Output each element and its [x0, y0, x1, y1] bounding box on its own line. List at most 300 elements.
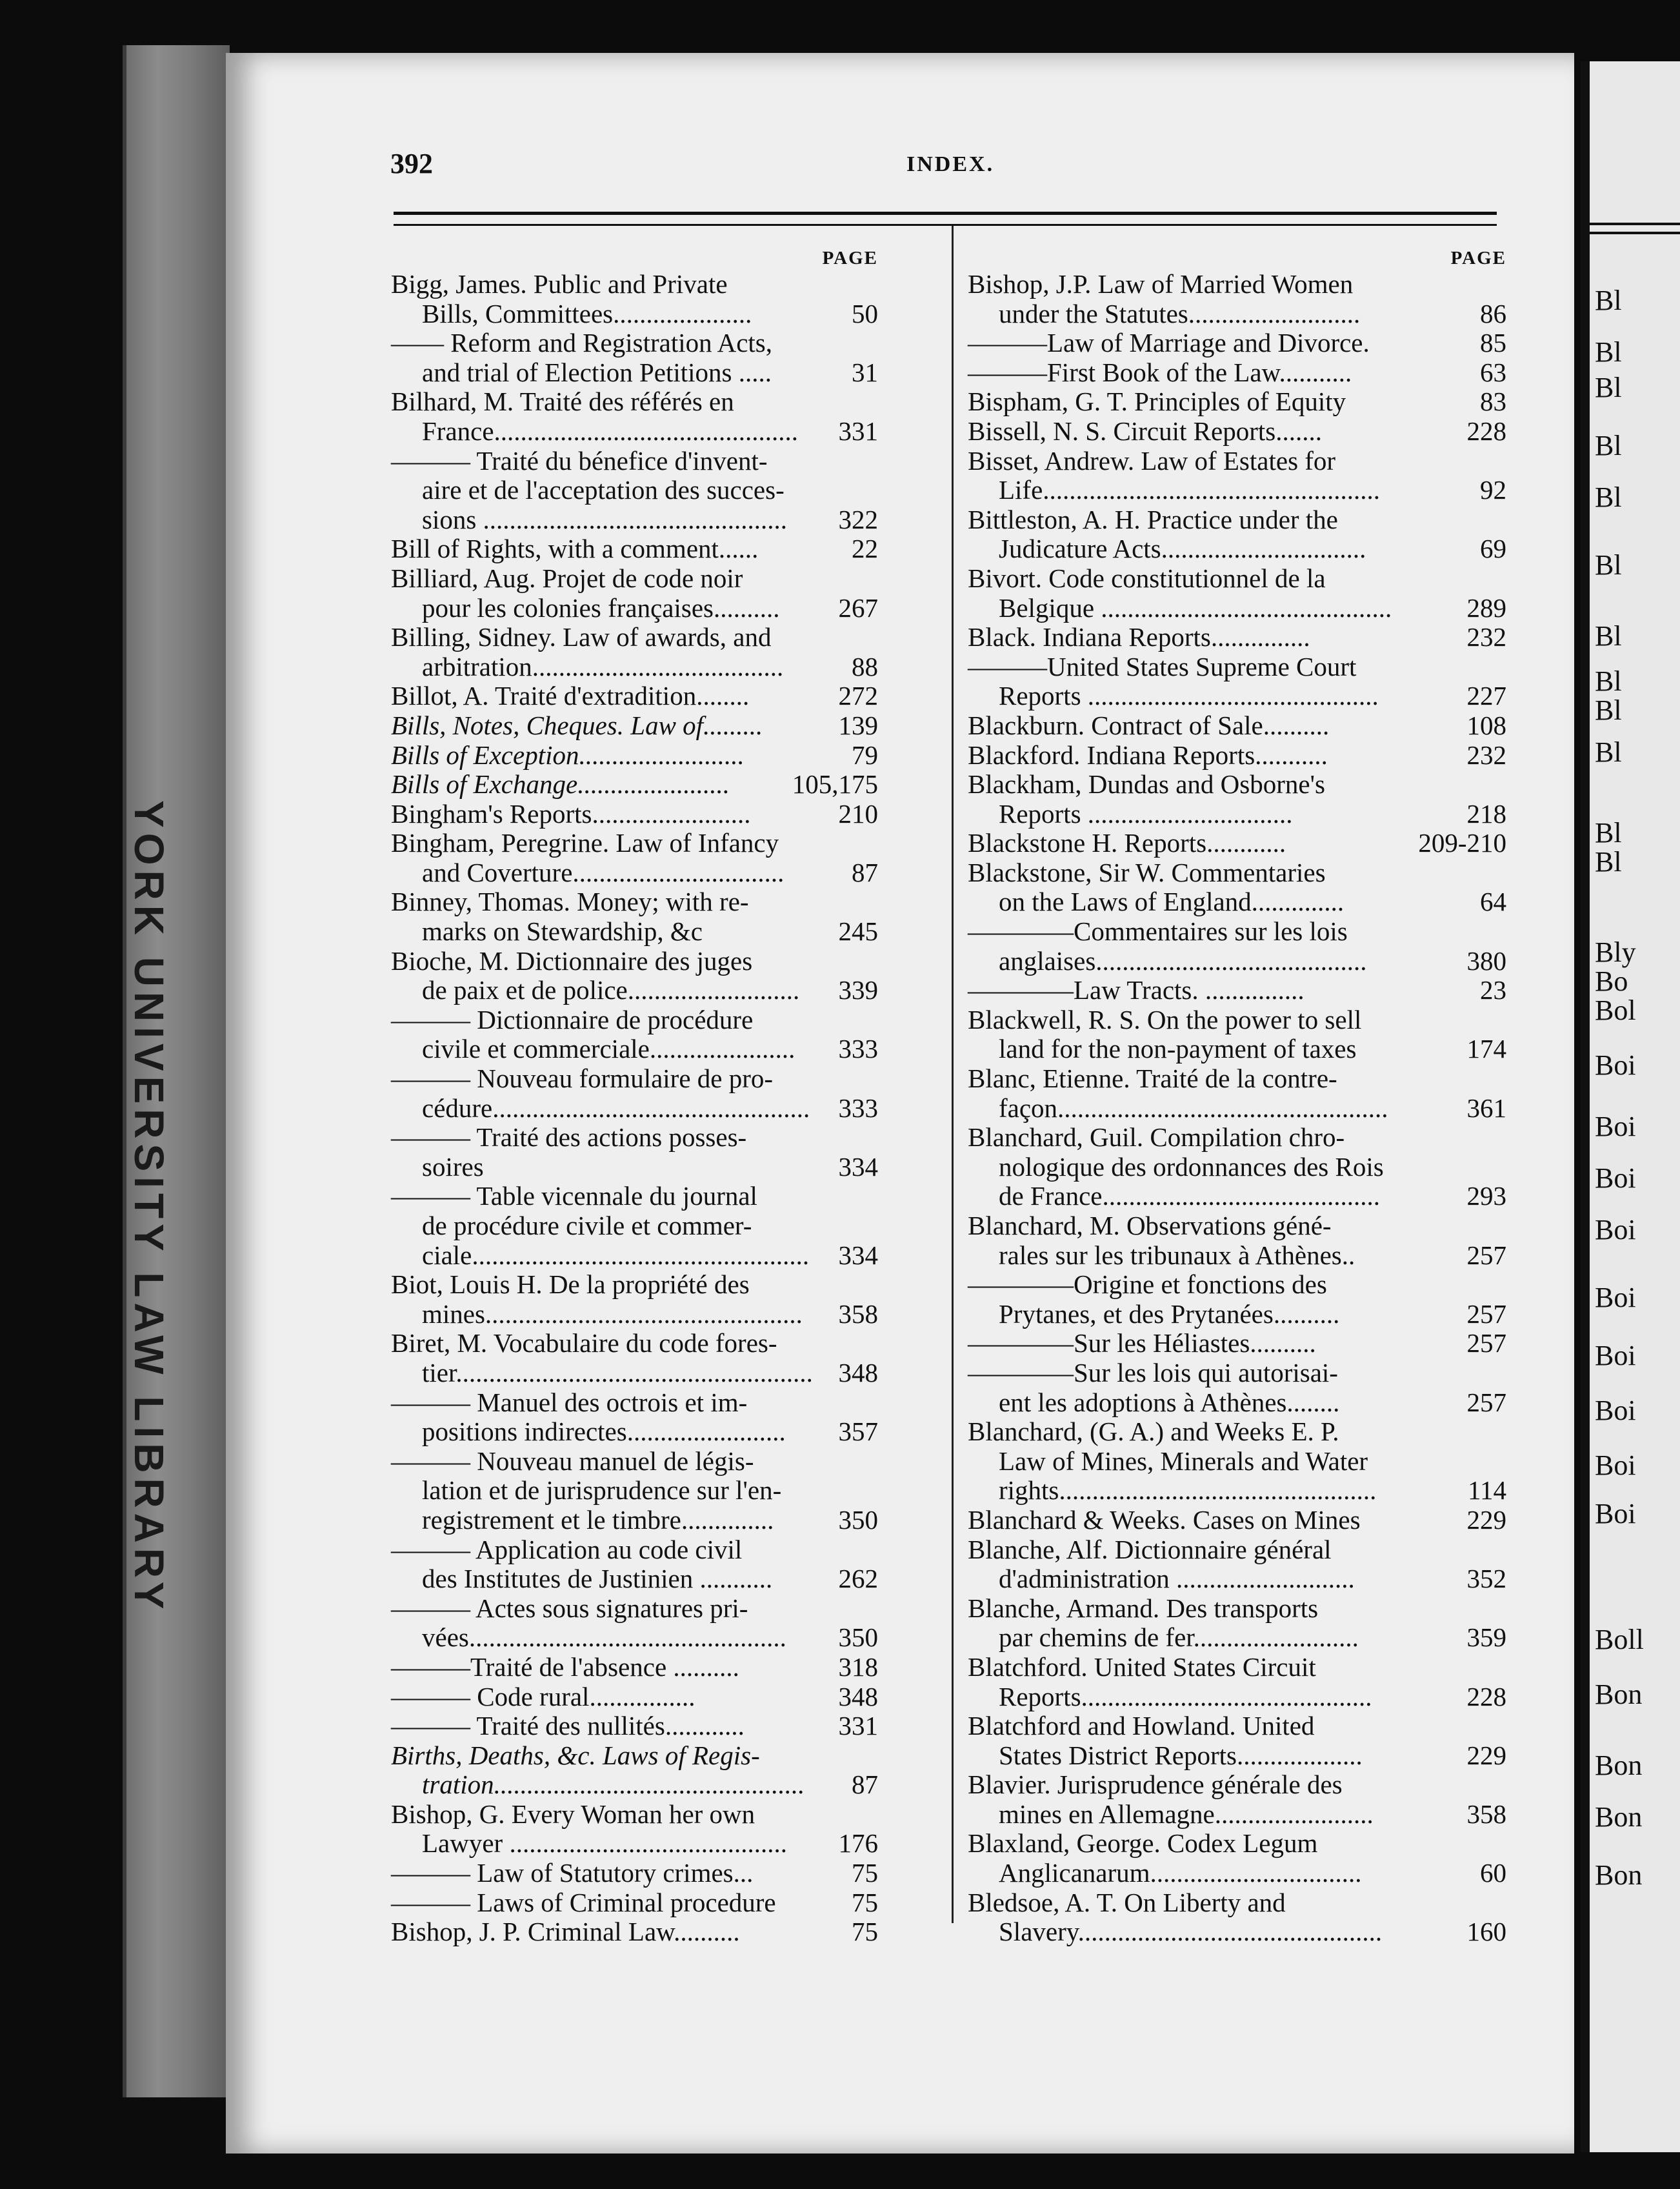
- index-entry: [968, 387, 1506, 417]
- entry-line: [968, 417, 1506, 447]
- entry-text: tration...............................................: [422, 1770, 805, 1800]
- entry-text: ——— Laws of Criminal procedure: [391, 1887, 776, 1917]
- entry-text: ——— Actes sous signatures pri-: [391, 1593, 748, 1623]
- entry-text: under the Statutes..........................: [999, 298, 1361, 328]
- entry-page-number: 361: [1466, 1093, 1506, 1123]
- index-entry: [391, 1917, 878, 1947]
- entry-line: [968, 800, 1506, 829]
- entry-line: [391, 1270, 878, 1300]
- entry-page-number: 92: [1480, 475, 1506, 505]
- adjacent-page-text: Boll: [1595, 1624, 1644, 1655]
- entry-text: ———Law of Marriage and Divorce.: [968, 328, 1370, 358]
- entry-line: [391, 1770, 878, 1800]
- index-entry: [391, 800, 878, 829]
- entry-line: [968, 1270, 1506, 1300]
- entry-text: Law of Mines, Minerals and Water: [999, 1446, 1368, 1476]
- adjacent-page-text: Boi: [1595, 1340, 1636, 1371]
- entry-text: ————Commentaires sur les lois: [968, 916, 1348, 947]
- entry-line: [391, 358, 878, 388]
- entry-text: sions ..............................................: [422, 504, 788, 534]
- index-entry: [391, 1741, 878, 1800]
- entry-text: Reports ...............................: [999, 798, 1293, 829]
- index-entry: [968, 270, 1506, 328]
- entry-text: ———First Book of the Law...........: [968, 357, 1352, 387]
- index-entry: [391, 1388, 878, 1447]
- index-entry: [391, 1682, 878, 1712]
- index-entry: [391, 1270, 878, 1329]
- index-entry: [391, 1064, 878, 1123]
- entry-line: [968, 741, 1506, 771]
- entry-line: [391, 1800, 878, 1830]
- entry-text: Blavier. Jurisprudence générale des: [968, 1770, 1343, 1800]
- entry-text: ——— Law of Statutory crimes...: [391, 1858, 754, 1888]
- entry-text: rales sur les tribunaux à Athènes..: [999, 1240, 1355, 1270]
- entry-line: [391, 800, 878, 829]
- adjacent-page-text: Bl: [1595, 549, 1622, 581]
- entry-line: [968, 947, 1506, 976]
- index-entry: [391, 887, 878, 946]
- entry-line: [391, 1241, 878, 1271]
- column-divider: [952, 226, 954, 1923]
- adjacent-page-text: Bon: [1595, 1859, 1643, 1891]
- adjacent-page-text: Bl: [1595, 694, 1622, 726]
- adjacent-page-text: Bl: [1595, 665, 1622, 697]
- entry-line: [391, 1829, 878, 1859]
- index-entry: [391, 447, 878, 535]
- entry-line: [968, 447, 1506, 476]
- index-entry: [968, 328, 1506, 358]
- entry-page-number: 64: [1480, 887, 1506, 917]
- entry-page-number: 334: [838, 1240, 878, 1270]
- entry-text: de France..........................................: [999, 1181, 1380, 1211]
- entry-page-number: 160: [1466, 1917, 1506, 1947]
- entry-line: [391, 299, 878, 329]
- entry-line: [968, 299, 1506, 329]
- adjacent-page-text: Boi: [1595, 1282, 1636, 1313]
- entry-page-number: 105,175: [792, 769, 878, 800]
- adjacent-page-text: Bl: [1595, 736, 1622, 768]
- entry-text: pour les colonies françaises..........: [422, 592, 780, 623]
- entry-page-number: 50: [852, 298, 878, 328]
- index-entry: [968, 1770, 1506, 1829]
- entry-text: nologique des ordonnances des Rois: [999, 1151, 1384, 1182]
- entry-line: [391, 1741, 878, 1771]
- entry-line: [391, 887, 878, 917]
- entry-line: [968, 476, 1506, 505]
- index-entry: [391, 1594, 878, 1653]
- adjacent-page-text: Boi: [1595, 1214, 1636, 1246]
- entry-line: [391, 947, 878, 976]
- index-entry: [391, 1653, 878, 1682]
- entry-text: Lawyer ..........................................: [422, 1828, 787, 1859]
- index-entry: [391, 947, 878, 1005]
- entry-line: [391, 1329, 878, 1358]
- entry-text: Bispham, G. T. Principles of Equity: [968, 387, 1346, 417]
- entry-line: [968, 858, 1506, 888]
- entry-text: mines en Allemagne........................: [999, 1799, 1374, 1829]
- entry-line: [391, 594, 878, 623]
- entry-text: Blanchard & Weeks. Cases on Mines: [968, 1504, 1361, 1535]
- entry-text: —— Reform and Registration Acts,: [391, 328, 772, 358]
- index-entry: [968, 505, 1506, 564]
- adjacent-page-text: Bl: [1595, 285, 1622, 316]
- entry-text: Prytanes, et des Prytanées..........: [999, 1298, 1340, 1329]
- entry-line: [391, 1358, 878, 1388]
- entry-text: lation et de jurisprudence sur l'en-: [422, 1475, 782, 1506]
- entry-text: Blackstone H. Reports............: [968, 828, 1286, 858]
- entry-text: Black. Indiana Reports...............: [968, 622, 1310, 652]
- entry-page-number: 245: [838, 916, 878, 947]
- entry-text: Judicature Acts...............................: [999, 534, 1366, 564]
- entry-line: [391, 1388, 878, 1418]
- entry-line: [391, 1653, 878, 1682]
- entry-text: Blanchard, M. Observations géné-: [968, 1211, 1332, 1240]
- entry-text: façon..................................................: [999, 1093, 1388, 1123]
- entry-page-number: 174: [1466, 1034, 1506, 1064]
- entry-line: [391, 1300, 878, 1329]
- index-entry: [968, 358, 1506, 388]
- entry-text: ——— Code rural................: [391, 1681, 695, 1711]
- entry-line: [391, 1094, 878, 1124]
- entry-line: [391, 1123, 878, 1153]
- entry-line: [391, 1917, 878, 1947]
- entry-page-number: 63: [1480, 357, 1506, 387]
- entry-line: [968, 1476, 1506, 1506]
- entry-page-number: 350: [838, 1504, 878, 1535]
- index-entry: [391, 1711, 878, 1741]
- entry-page-number: 348: [838, 1357, 878, 1387]
- entry-text: Blaxland, George. Codex Legum: [968, 1828, 1318, 1859]
- entry-page-number: 380: [1466, 945, 1506, 976]
- page-column-label: PAGE: [822, 248, 878, 268]
- entry-line: [968, 1211, 1506, 1241]
- index-entry: [968, 1123, 1506, 1211]
- entry-page-number: 31: [852, 357, 878, 387]
- entry-line: [391, 711, 878, 741]
- entry-text: Bivort. Code constitutionnel de la: [968, 563, 1326, 593]
- entry-page-number: 257: [1466, 1387, 1506, 1417]
- entry-text: Biret, M. Vocabulaire du code fores-: [391, 1328, 777, 1358]
- running-head: INDEX.: [906, 152, 995, 176]
- adjacent-page-text: Bon: [1595, 1801, 1643, 1833]
- entry-text: Blackstone, Sir W. Commentaries: [968, 857, 1326, 887]
- entry-line: [968, 1241, 1506, 1271]
- entry-line: [391, 976, 878, 1005]
- adjacent-page-text: Bol: [1595, 994, 1636, 1026]
- index-entry: [391, 711, 878, 741]
- entry-line: [968, 1888, 1506, 1918]
- index-entry: [391, 534, 878, 564]
- entry-text: registrement et le timbre..............: [422, 1504, 774, 1535]
- entry-page-number: 339: [838, 975, 878, 1005]
- entry-line: [968, 1623, 1506, 1653]
- entry-text: Blatchford and Howland. United: [968, 1711, 1315, 1741]
- entry-page-number: 87: [852, 1770, 878, 1800]
- adjacent-page-text: Bon: [1595, 1750, 1643, 1781]
- index-entry: [968, 1535, 1506, 1594]
- index-entry: [968, 1417, 1506, 1506]
- index-entry: [968, 741, 1506, 771]
- entry-line: [968, 623, 1506, 652]
- entry-line: [968, 1034, 1506, 1064]
- entry-line: [391, 1005, 878, 1035]
- entry-line: [391, 564, 878, 594]
- entry-text: Billot, A. Traité d'extradition........: [391, 681, 750, 711]
- entry-page-number: 232: [1466, 740, 1506, 770]
- entry-text: Belgique ............................................: [999, 592, 1392, 623]
- entry-page-number: 228: [1466, 1681, 1506, 1711]
- entry-text: Slavery..............................................: [999, 1917, 1383, 1947]
- adjacent-page-text: Bl: [1595, 620, 1622, 652]
- entry-line: [391, 1211, 878, 1241]
- entry-line: [391, 858, 878, 888]
- entry-line: [391, 417, 878, 447]
- entry-line: [968, 1123, 1506, 1153]
- index-entry: [968, 1064, 1506, 1123]
- entry-text: and Coverture................................: [422, 857, 785, 887]
- entry-line: [968, 1653, 1506, 1682]
- entry-line: [968, 1300, 1506, 1329]
- entry-line: [968, 1329, 1506, 1358]
- entry-text: Bishop, J.P. Law of Married Women: [968, 269, 1354, 299]
- index-entry: [968, 1653, 1506, 1711]
- entry-line: [391, 1888, 878, 1918]
- index-entry: [391, 1800, 878, 1859]
- entry-text: ciale...................................................: [422, 1240, 810, 1270]
- entry-line: [391, 652, 878, 682]
- adjacent-page-rule: [1590, 223, 1680, 234]
- index-entry: [391, 328, 878, 387]
- entry-line: [968, 1917, 1506, 1947]
- entry-text: Blanche, Alf. Dictionnaire général: [968, 1534, 1332, 1564]
- index-entry: [391, 270, 878, 328]
- entry-text: Blanche, Armand. Des transports: [968, 1593, 1319, 1623]
- entry-line: [968, 1005, 1506, 1035]
- entry-text: par chemins de fer.........................: [999, 1622, 1359, 1653]
- entry-text: ——— Traité des actions posses-: [391, 1122, 747, 1153]
- index-entry: [391, 770, 878, 800]
- entry-line: [391, 1064, 878, 1094]
- index-entry: [391, 681, 878, 711]
- index-entry: [968, 829, 1506, 858]
- index-entry: [391, 1123, 878, 1182]
- adjacent-page-text: Bl: [1595, 372, 1622, 403]
- entry-text: Blackburn. Contract of Sale..........: [968, 710, 1330, 740]
- entry-line: [391, 1153, 878, 1182]
- entry-text: de procédure civile et commer-: [422, 1211, 752, 1240]
- entry-line: [968, 1388, 1506, 1418]
- index-column-left: [391, 247, 878, 1947]
- entry-text: d'administration ...........................: [999, 1564, 1355, 1594]
- entry-page-number: 289: [1466, 592, 1506, 623]
- entry-line: [968, 1770, 1506, 1800]
- index-entry: [968, 1329, 1506, 1358]
- entry-text: ——— Nouveau formulaire de pro-: [391, 1064, 774, 1094]
- page-column-label: PAGE: [1450, 248, 1506, 268]
- entry-line: [968, 1859, 1506, 1888]
- entry-page-number: 227: [1466, 681, 1506, 711]
- entry-line: [391, 447, 878, 476]
- entry-text: Billing, Sidney. Law of awards, and: [391, 622, 772, 652]
- index-entry: [391, 1888, 878, 1918]
- index-entry: [968, 976, 1506, 1005]
- entry-text: anglaises.........................................: [999, 945, 1367, 976]
- entry-line: [391, 917, 878, 947]
- entry-text: Bingham, Peregrine. Law of Infancy: [391, 828, 779, 858]
- index-entry: [968, 1358, 1506, 1417]
- entry-line: [391, 1594, 878, 1624]
- index-entry: [968, 447, 1506, 505]
- entry-page-number: 331: [838, 416, 878, 446]
- index-entry: [391, 829, 878, 887]
- entry-line: [391, 270, 878, 299]
- entry-text: Bills of Exception.........................: [391, 740, 745, 770]
- entry-text: Binney, Thomas. Money; with re-: [391, 887, 749, 917]
- entry-page-number: 257: [1466, 1328, 1506, 1358]
- entry-line: [391, 1535, 878, 1565]
- index-entry: [391, 623, 878, 681]
- entry-page-number: 87: [852, 857, 878, 887]
- entry-text: ——— Dictionnaire de procédure: [391, 1004, 754, 1034]
- entry-page-number: 114: [1468, 1475, 1506, 1506]
- entry-text: Blackford. Indiana Reports...........: [968, 740, 1328, 770]
- entry-line: [391, 1859, 878, 1888]
- entry-page-number: 359: [1466, 1622, 1506, 1653]
- index-entry: [968, 1829, 1506, 1888]
- index-entry: [391, 564, 878, 623]
- entry-text: Bisset, Andrew. Law of Estates for: [968, 445, 1336, 476]
- entry-text: Bishop, J. P. Criminal Law..........: [391, 1917, 740, 1947]
- adjacent-page-text: Boi: [1595, 1498, 1636, 1529]
- entry-text: Blackwell, R. S. On the power to sell: [968, 1004, 1362, 1034]
- entry-line: [391, 741, 878, 771]
- entry-line: [968, 1506, 1506, 1535]
- entry-text: positions indirectes........................: [422, 1417, 786, 1447]
- entry-page-number: 232: [1466, 622, 1506, 652]
- index-entry: [968, 1005, 1506, 1064]
- entry-line: [391, 1417, 878, 1447]
- entry-line: [968, 887, 1506, 917]
- index-entry: [968, 564, 1506, 623]
- entry-text: mines................................................: [422, 1298, 803, 1329]
- entry-text: Bilhard, M. Traité des référés en: [391, 387, 734, 417]
- entry-line: [968, 1358, 1506, 1388]
- entry-line: [968, 652, 1506, 682]
- entry-text: Anglicanarum................................: [999, 1858, 1362, 1888]
- index-entry: [391, 1329, 878, 1387]
- entry-page-number: 333: [838, 1034, 878, 1064]
- entry-text: Bittleston, A. H. Practice under the: [968, 504, 1338, 534]
- entry-page-number: 22: [852, 534, 878, 564]
- entry-line: [391, 1682, 878, 1712]
- entry-page-number: 358: [1466, 1799, 1506, 1829]
- index-entry: [968, 917, 1506, 976]
- index-entry: [968, 623, 1506, 652]
- entry-text: ————Sur les lois qui autorisai-: [968, 1357, 1338, 1387]
- entry-page-number: 322: [838, 504, 878, 534]
- entry-line: [968, 1182, 1506, 1211]
- entry-page-number: 108: [1466, 710, 1506, 740]
- index-column-right: [968, 247, 1506, 1947]
- entry-page-number: 350: [838, 1622, 878, 1653]
- entry-page-number: 358: [838, 1298, 878, 1329]
- entry-page-number: 210: [838, 798, 878, 829]
- index-entry: [968, 1270, 1506, 1329]
- adjacent-page-text: Bl: [1595, 846, 1622, 878]
- entry-text: and trial of Election Petitions .....: [422, 357, 772, 387]
- adjacent-page-text: Bl: [1595, 817, 1622, 849]
- entry-page-number: 75: [852, 1887, 878, 1917]
- spine-label: YORK UNIVERSITY LAW LIBRARY: [126, 800, 172, 1615]
- entry-page-number: 79: [852, 740, 878, 770]
- entry-page-number: 69: [1480, 534, 1506, 564]
- entry-line: [968, 917, 1506, 947]
- entry-line: [968, 270, 1506, 299]
- entry-line: [391, 1447, 878, 1477]
- entry-line: [968, 328, 1506, 358]
- entry-line: [968, 829, 1506, 858]
- entry-page-number: 229: [1466, 1504, 1506, 1535]
- entry-text: land for the non-payment of taxes: [999, 1034, 1357, 1064]
- entry-line: [391, 505, 878, 535]
- entry-line: [968, 711, 1506, 741]
- entry-text: Billiard, Aug. Projet de code noir: [391, 563, 743, 593]
- entry-line: [968, 594, 1506, 623]
- entry-page-number: 262: [838, 1564, 878, 1594]
- entry-text: ——— Nouveau manuel de légis-: [391, 1446, 754, 1476]
- entry-text: ——— Traité du bénefice d'invent-: [391, 445, 768, 476]
- entry-page-number: 88: [852, 651, 878, 681]
- entry-text: aire et de l'acceptation des succes-: [422, 475, 785, 505]
- entry-page-number: 229: [1466, 1740, 1506, 1770]
- entry-text: Blanchard, (G. A.) and Weeks E. P.: [968, 1417, 1339, 1447]
- index-entry: [968, 1711, 1506, 1770]
- entry-line: [968, 1535, 1506, 1565]
- index-entry: [968, 770, 1506, 829]
- index-entry: [391, 741, 878, 771]
- entry-page-number: 257: [1466, 1240, 1506, 1270]
- entry-page-number: 318: [838, 1651, 878, 1682]
- entry-page-number: 218: [1466, 798, 1506, 829]
- entry-text: tier......................................................: [422, 1357, 813, 1387]
- index-entry: [968, 417, 1506, 447]
- entry-line: [968, 681, 1506, 711]
- entry-line: [391, 1623, 878, 1653]
- index-entry: [391, 387, 878, 446]
- entry-text: Bingham's Reports........................: [391, 798, 751, 829]
- entry-text: Biot, Louis H. De la propriété des: [391, 1269, 750, 1300]
- entry-line: [968, 1447, 1506, 1477]
- entry-text: ———Traité de l'absence ..........: [391, 1651, 739, 1682]
- entry-text: des Institutes de Justinien ...........: [422, 1564, 773, 1594]
- entry-page-number: 176: [838, 1828, 878, 1859]
- index-entry: [968, 652, 1506, 711]
- entry-text: rights................................................: [999, 1475, 1377, 1506]
- index-entry: [968, 1594, 1506, 1653]
- entry-text: arbitration......................................: [422, 651, 784, 681]
- entry-line: [391, 1476, 878, 1506]
- adjacent-page-text: Bon: [1595, 1679, 1643, 1710]
- entry-line: [968, 1800, 1506, 1830]
- index-entry: [968, 858, 1506, 917]
- entry-page-number: 75: [852, 1858, 878, 1888]
- adjacent-page-text: Boi: [1595, 1049, 1636, 1081]
- entry-text: marks on Stewardship, &c: [422, 916, 703, 947]
- entry-text: Blackham, Dundas and Osborne's: [968, 769, 1325, 800]
- entry-text: Reports ............................................: [999, 681, 1379, 711]
- entry-list: [968, 270, 1506, 1947]
- entry-line: [391, 328, 878, 358]
